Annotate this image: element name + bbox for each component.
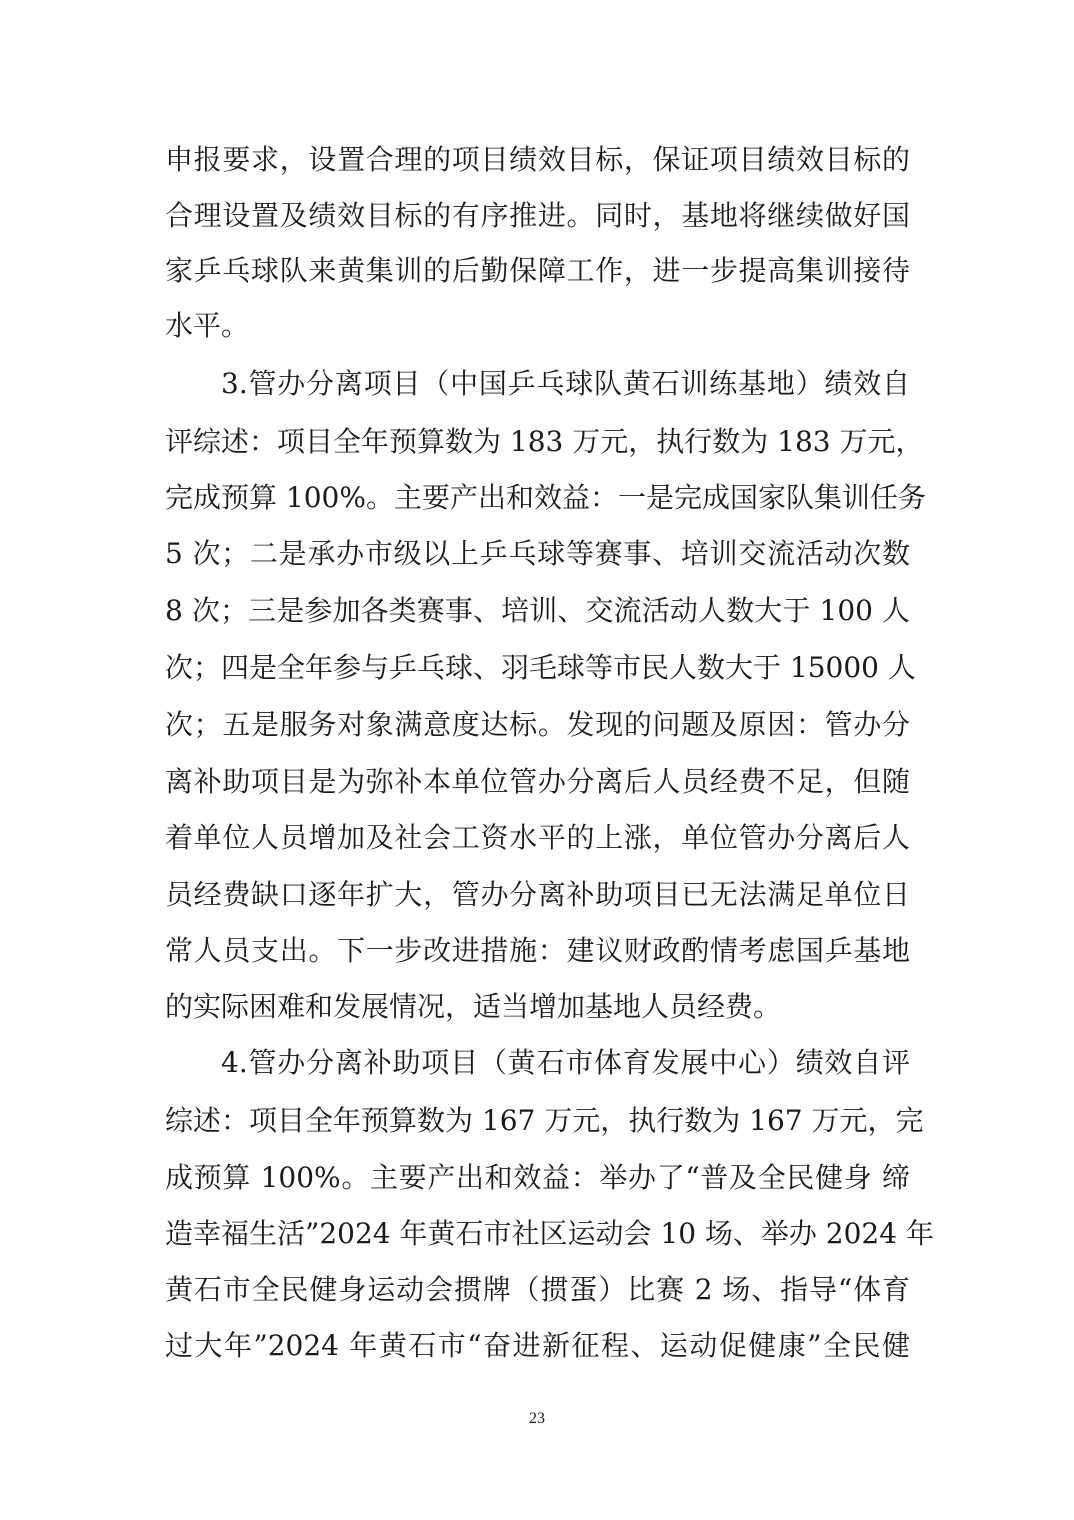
text-line: 评综述：项目全年预算数为 183 万元，执行数为 183 万元， — [165, 425, 924, 458]
text-line: 8 次；三是参加各类赛事、培训、交流活动人数大于 100 人 — [165, 594, 910, 627]
text-line: 完成预算 100%。主要产出和效益：一是完成国家队集训任务 — [165, 481, 926, 514]
text-line: 造幸福生活”2024 年黄石市社区运动会 10 场、举办 2024 年 — [165, 1217, 934, 1250]
text-line: 申报要求，设置合理的项目绩效目标，保证项目绩效目标的 — [165, 143, 910, 176]
text-line: 水平。 — [165, 309, 250, 342]
paragraph-heading-4: 4.管办分离补助项目（黄石市体育发展中心）绩效自评 — [221, 1046, 910, 1079]
text-line: 离补助项目是为弥补本单位管办分离后人员经费不足，但随 — [165, 765, 910, 798]
text-line: 综述：项目全年预算数为 167 万元，执行数为 167 万元，完 — [165, 1104, 924, 1137]
text-line: 次；五是服务对象满意度达标。发现的问题及原因：管办分 — [165, 708, 910, 741]
text-line: 家乒乓球队来黄集训的后勤保障工作，进一步提高集训接待 — [165, 254, 910, 287]
text-line: 黄石市全民健身运动会掼牌（掼蛋）比赛 2 场、指导“体育 — [165, 1273, 910, 1306]
text-line: 成预算 100%。主要产出和效益：举办了“普及全民健身 缔 — [165, 1161, 910, 1194]
text-line: 次；四是全年参与乒乓球、羽毛球等市民人数大于 15000 人 — [165, 651, 916, 684]
paragraph-heading-3: 3.管办分离项目（中国乒乓球队黄石训练基地）绩效自 — [221, 367, 910, 400]
text-line: 常人员支出。下一步改进措施：建议财政酌情考虑国乒基地 — [165, 934, 910, 967]
text-line: 过大年”2024 年黄石市“奋进新征程、运动促健康”全民健 — [165, 1329, 910, 1362]
text-line: 5 次；二是承办市级以上乒乓球等赛事、培训交流活动次数 — [165, 537, 910, 570]
text-line: 的实际困难和发展情况，适当增加基地人员经费。 — [165, 990, 782, 1023]
page-number: 23 — [529, 1410, 545, 1427]
text-line: 合理设置及绩效目标的有序推进。同时，基地将继续做好国 — [165, 199, 910, 232]
text-line: 员经费缺口逐年扩大，管办分离补助项目已无法满足单位日 — [165, 878, 910, 911]
text-line: 着单位人员增加及社会工资水平的上涨，单位管办分离后人 — [165, 821, 910, 854]
